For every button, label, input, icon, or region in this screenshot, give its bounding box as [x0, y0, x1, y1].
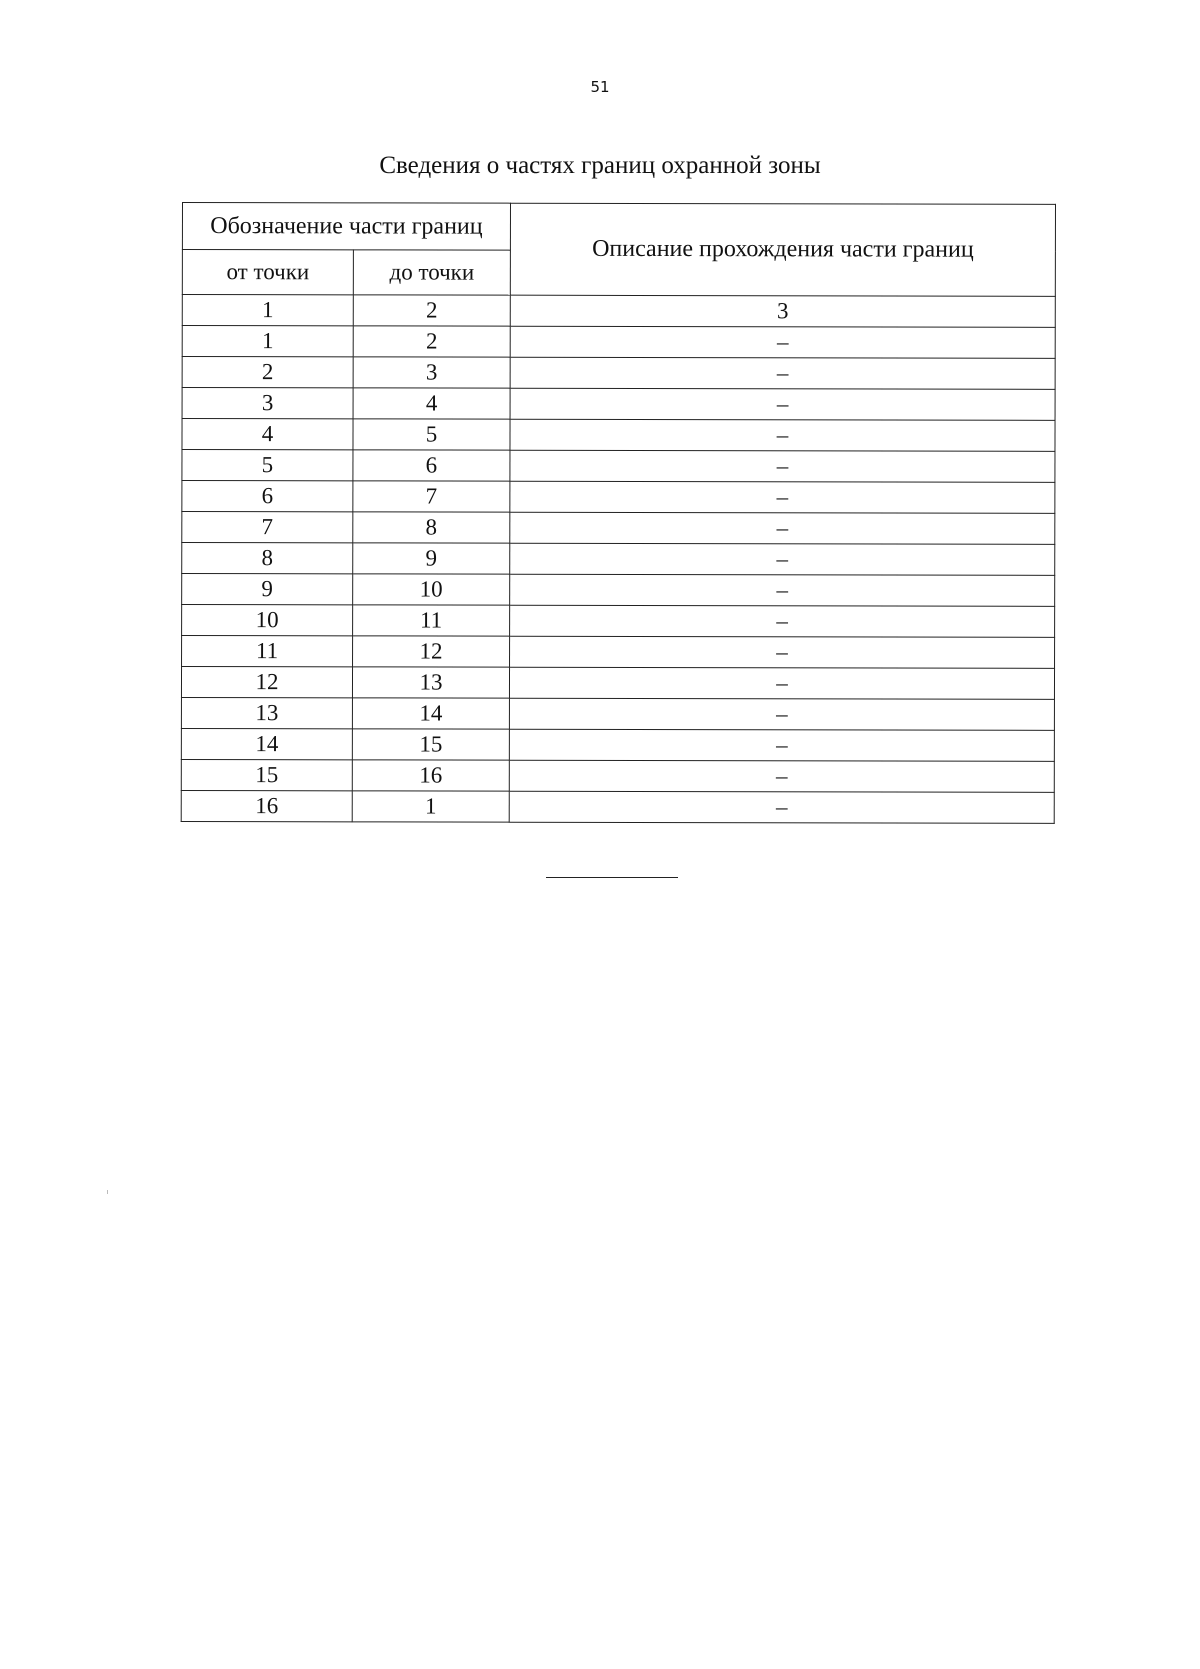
- from-point-cell: 6: [182, 481, 353, 512]
- table-row: [181, 790, 1054, 823]
- to-point-cell: 12: [353, 636, 510, 667]
- description-cell: –: [510, 419, 1055, 451]
- table-body: [181, 295, 1055, 824]
- from-point-cell: 9: [182, 574, 353, 605]
- from-point-cell: 13: [181, 697, 352, 728]
- from-point-cell: 8: [182, 543, 353, 574]
- description-cell: –: [510, 543, 1055, 575]
- from-point-cell: 12: [181, 667, 352, 698]
- to-point-cell: 9: [353, 543, 510, 574]
- table-row: [182, 636, 1055, 669]
- from-point-cell: 15: [181, 759, 352, 790]
- table-row: [181, 697, 1054, 730]
- boundary-parts-table: [181, 202, 1056, 824]
- table-row: [181, 728, 1054, 761]
- description-cell: –: [509, 760, 1054, 792]
- to-point-cell: 5: [353, 419, 510, 450]
- table-row: [182, 543, 1055, 576]
- column-number-cell: 2: [353, 295, 510, 326]
- table-row: [182, 481, 1055, 514]
- from-point-cell: 10: [182, 605, 353, 636]
- header-boundary-description: Описание прохождения части границ: [510, 203, 1055, 296]
- table-row: [182, 574, 1055, 607]
- from-point-cell: 5: [182, 450, 353, 481]
- header-boundary-designation: Обозначение части границ: [182, 203, 510, 251]
- table-row: [182, 512, 1055, 545]
- description-cell: –: [510, 326, 1055, 358]
- to-point-cell: 4: [353, 388, 510, 419]
- description-cell: –: [510, 357, 1055, 389]
- table-row: [182, 605, 1055, 638]
- column-numbers-row: [182, 295, 1055, 328]
- to-point-cell: 15: [352, 729, 509, 760]
- description-cell: –: [509, 698, 1054, 730]
- to-point-cell: 3: [353, 357, 510, 388]
- from-point-cell: 2: [182, 357, 353, 388]
- column-number-cell: 3: [510, 295, 1055, 327]
- to-point-cell: 8: [353, 512, 510, 543]
- boundary-table-container: [181, 202, 1055, 824]
- to-point-cell: 7: [353, 481, 510, 512]
- document-title: Сведения о частях границ охранной зоны: [379, 152, 821, 179]
- description-cell: –: [510, 605, 1055, 637]
- from-point-cell: 1: [182, 326, 353, 357]
- description-cell: –: [510, 512, 1055, 544]
- header-from-point: от точки: [182, 250, 353, 295]
- table-row: [182, 419, 1055, 452]
- page-number: 51: [590, 78, 610, 96]
- description-cell: –: [509, 729, 1054, 761]
- to-point-cell: 16: [352, 760, 509, 791]
- to-point-cell: 1: [352, 791, 509, 822]
- description-cell: –: [509, 667, 1054, 699]
- from-point-cell: 3: [182, 388, 353, 419]
- scan-speck: [107, 1190, 108, 1194]
- to-point-cell: 6: [353, 450, 510, 481]
- to-point-cell: 2: [353, 326, 510, 357]
- from-point-cell: 11: [182, 636, 353, 667]
- table-row: [182, 357, 1055, 390]
- from-point-cell: 16: [181, 790, 352, 821]
- to-point-cell: 11: [353, 605, 510, 636]
- to-point-cell: 10: [353, 574, 510, 605]
- description-cell: –: [509, 791, 1054, 823]
- description-cell: –: [510, 450, 1055, 482]
- table-row: [182, 450, 1055, 483]
- closing-separator-line: [546, 877, 678, 878]
- description-cell: –: [510, 636, 1055, 668]
- to-point-cell: 14: [352, 698, 509, 729]
- table-row: [181, 667, 1054, 700]
- table-row: [181, 759, 1054, 792]
- from-point-cell: 14: [181, 728, 352, 759]
- header-to-point: до точки: [353, 250, 510, 295]
- from-point-cell: 7: [182, 512, 353, 543]
- description-cell: –: [510, 388, 1055, 420]
- to-point-cell: 13: [352, 667, 509, 698]
- description-cell: –: [510, 574, 1055, 606]
- description-cell: –: [510, 481, 1055, 513]
- table-row: [182, 326, 1055, 359]
- column-number-cell: 1: [182, 295, 353, 326]
- table-row: [182, 388, 1055, 421]
- from-point-cell: 4: [182, 419, 353, 450]
